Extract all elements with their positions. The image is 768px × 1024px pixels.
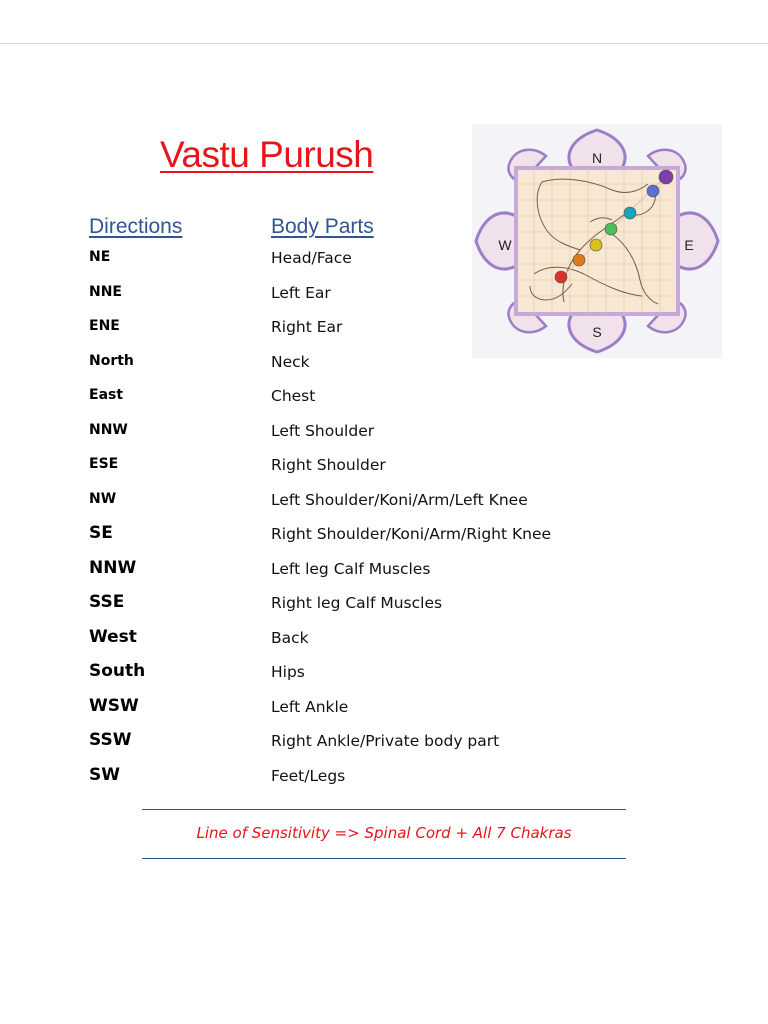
compass-west-label: W: [498, 237, 512, 253]
direction-cell: West: [89, 627, 137, 647]
body-part-cell: Chest: [271, 387, 316, 405]
chakra-dot: [555, 271, 567, 283]
table-row: [0, 387, 768, 411]
direction-cell: WSW: [89, 696, 139, 716]
vastu-purush-diagram: [472, 124, 722, 358]
table-row: [0, 698, 768, 722]
line-of-sensitivity-note: Line of Sensitivity => Spinal Cord + All 7 Chakras: [196, 824, 572, 842]
direction-cell: SSW: [89, 730, 132, 750]
body-part-cell: Right Shoulder/Koni/Arm/Right Knee: [271, 525, 552, 543]
direction-cell: East: [89, 387, 124, 403]
direction-cell: NW: [89, 491, 117, 507]
table-row: [0, 594, 768, 618]
footer-top-rule: [142, 809, 626, 810]
page-top-border: [0, 43, 768, 44]
table-row: [0, 732, 768, 756]
table-row: [0, 456, 768, 480]
direction-cell: NNE: [89, 284, 122, 300]
direction-cell: South: [89, 661, 146, 681]
table-row: [0, 767, 768, 791]
chakra-dot: [590, 239, 602, 251]
body-part-cell: Left Ankle: [271, 698, 349, 716]
direction-cell: NNW: [89, 558, 137, 578]
direction-cell: ESE: [89, 456, 119, 472]
direction-cell: SE: [89, 523, 113, 543]
chakra-dot: [624, 207, 636, 219]
direction-cell: NE: [89, 249, 111, 265]
body-part-cell: Right Shoulder: [271, 456, 386, 474]
table-row: [0, 663, 768, 687]
body-part-cell: Right Ankle/Private body part: [271, 732, 500, 750]
page-title: Vastu Purush: [160, 134, 374, 175]
chakra-dot: [647, 185, 659, 197]
chakra-dot: [573, 254, 585, 266]
body-part-cell: Left leg Calf Muscles: [271, 560, 431, 578]
compass-east-label: E: [684, 237, 694, 253]
direction-cell: NNW: [89, 422, 128, 438]
compass-south-label: S: [592, 324, 602, 340]
body-part-cell: Left Shoulder/Koni/Arm/Left Knee: [271, 491, 528, 509]
footer-bottom-rule: [142, 858, 626, 859]
body-part-cell: Left Ear: [271, 284, 331, 302]
body-part-cell: Feet/Legs: [271, 767, 346, 785]
body-parts-header: Body Parts: [271, 215, 374, 238]
direction-cell: SSE: [89, 592, 125, 612]
table-row: [0, 560, 768, 584]
chakra-dot: [659, 170, 673, 184]
body-part-cell: Neck: [271, 353, 310, 371]
table-row: [0, 422, 768, 446]
direction-cell: ENE: [89, 318, 120, 334]
direction-cell: North: [89, 353, 134, 369]
body-part-cell: Right leg Calf Muscles: [271, 594, 443, 612]
directions-header: Directions: [89, 215, 183, 238]
body-part-cell: Head/Face: [271, 249, 352, 267]
body-part-cell: Hips: [271, 663, 305, 681]
body-part-cell: Back: [271, 629, 309, 647]
body-part-cell: Left Shoulder: [271, 422, 375, 440]
chakra-dot: [605, 223, 617, 235]
compass-north-label: N: [591, 150, 603, 166]
table-row: [0, 491, 768, 515]
table-row: [0, 629, 768, 653]
body-part-cell: Right Ear: [271, 318, 343, 336]
table-row: [0, 525, 768, 549]
direction-cell: SW: [89, 765, 120, 785]
